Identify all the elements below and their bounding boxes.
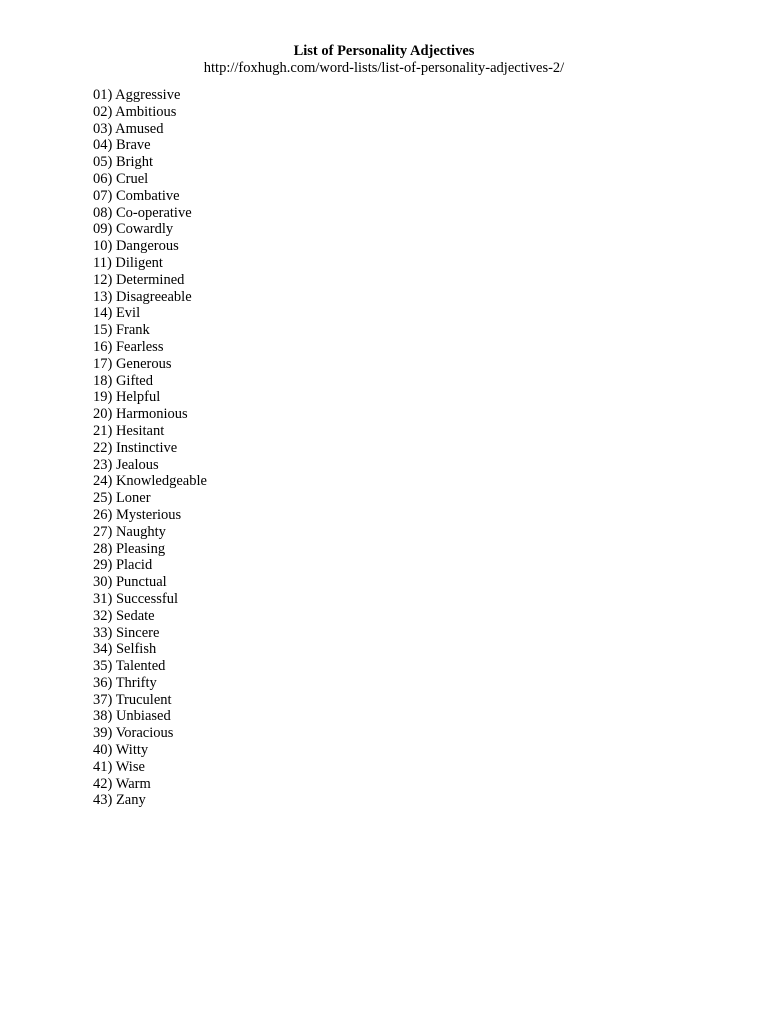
list-item: 13) Disagreeable <box>93 288 192 305</box>
list-item: 20) Harmonious <box>93 406 188 423</box>
list-item: 23) Jealous <box>93 456 159 473</box>
list-item: 31) Successful <box>93 590 178 607</box>
list-item: 35) Talented <box>93 658 166 675</box>
list-item: 15) Frank <box>93 322 150 339</box>
source-url: http://foxhugh.com/word-lists/list-of-personality-adjectives-2/ <box>203 60 565 76</box>
list-item: 09) Cowardly <box>93 221 174 238</box>
list-item: 24) Knowledgeable <box>93 473 207 490</box>
list-item: 04) Brave <box>93 137 151 154</box>
list-item: 39) Voracious <box>93 725 174 742</box>
list-item: 28) Pleasing <box>93 540 166 557</box>
list-item: 40) Witty <box>93 742 149 759</box>
list-item: 16) Fearless <box>93 338 164 355</box>
list-item: 41) Wise <box>93 758 145 775</box>
list-item: 29) Placid <box>93 557 153 574</box>
list-item: 06) Cruel <box>93 170 149 187</box>
list-item: 01) Aggressive <box>93 87 181 103</box>
list-item: 43) Zany <box>93 792 146 809</box>
list-item: 36) Thrifty <box>93 674 157 691</box>
list-item: 33) Sincere <box>93 624 160 641</box>
list-item: 08) Co-operative <box>93 204 192 221</box>
list-item: 03) Amused <box>93 120 164 137</box>
list-item: 10) Dangerous <box>93 238 179 255</box>
list-item: 32) Sedate <box>93 607 155 624</box>
list-item: 21) Hesitant <box>93 422 165 439</box>
list-item: 18) Gifted <box>93 372 153 389</box>
list-item: 11) Diligent <box>93 254 163 271</box>
list-item: 02) Ambitious <box>93 103 177 120</box>
adjective-list <box>93 87 207 809</box>
list-item: 38) Unbiased <box>93 708 171 725</box>
list-item: 17) Generous <box>93 355 172 372</box>
list-item: 22) Instinctive <box>93 439 178 456</box>
list-item: 05) Bright <box>93 154 154 171</box>
list-item: 26) Mysterious <box>93 506 182 523</box>
list-item: 07) Combative <box>93 187 180 204</box>
list-item: 19) Helpful <box>93 389 161 406</box>
document-title: List of Personality Adjectives <box>293 43 475 59</box>
list-item: 34) Selfish <box>93 641 157 658</box>
list-item: 42) Warm <box>93 775 151 792</box>
list-item: 12) Determined <box>93 271 185 288</box>
list-item: 25) Loner <box>93 490 151 507</box>
list-item: 37) Truculent <box>93 691 172 708</box>
list-item: 14) Evil <box>93 305 141 322</box>
list-item: 30) Punctual <box>93 574 167 591</box>
list-item: 27) Naughty <box>93 523 166 540</box>
